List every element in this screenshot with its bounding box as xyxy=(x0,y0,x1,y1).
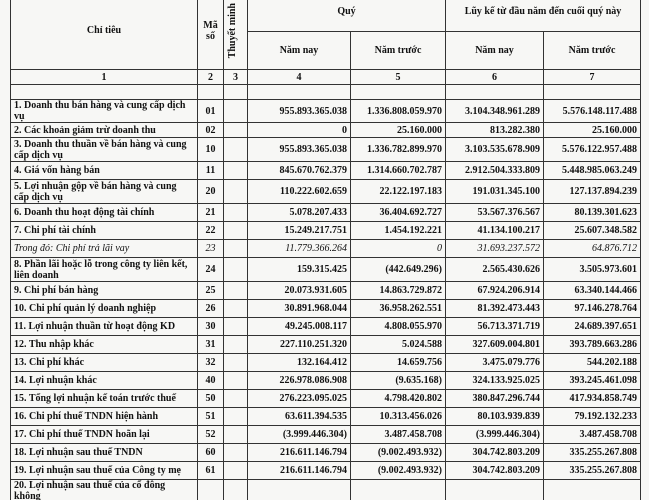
row-note xyxy=(224,372,248,390)
column-index: 3 xyxy=(224,70,248,85)
row-label: Trong đó: Chi phí trả lãi vay xyxy=(11,240,198,258)
row-ytd-last-year: 5.576.148.117.488 xyxy=(544,100,641,123)
row-quarter-this-year: 845.670.762.379 xyxy=(248,162,351,180)
row-quarter-last-year: 22.122.197.183 xyxy=(351,180,446,204)
row-quarter-last-year: 4.798.420.802 xyxy=(351,390,446,408)
table-row xyxy=(11,318,641,336)
table-row xyxy=(11,426,641,444)
row-note xyxy=(224,240,248,258)
row-quarter-last-year: 14.863.729.872 xyxy=(351,282,446,300)
row-ytd-last-year: 24.689.397.651 xyxy=(544,318,641,336)
row-ytd-this-year: 31.693.237.572 xyxy=(446,240,544,258)
header-thuyet-minh-label: Thuyết minh xyxy=(227,2,238,59)
row-quarter-last-year: 25.160.000 xyxy=(351,123,446,138)
row-ytd-this-year: 324.133.925.025 xyxy=(446,372,544,390)
row-label: 7. Chi phí tài chính xyxy=(11,222,198,240)
table-row xyxy=(11,100,641,123)
row-ytd-last-year: 393.789.663.286 xyxy=(544,336,641,354)
row-quarter-last-year: 0 xyxy=(351,240,446,258)
row-ytd-this-year: 53.567.376.567 xyxy=(446,204,544,222)
row-label: 8. Phần lãi hoặc lỗ trong công ty liên kết, liên doanh xyxy=(11,258,198,282)
row-label: 1. Doanh thu bán hàng và cung cấp dịch vụ xyxy=(11,100,198,123)
row-ytd-this-year: (3.999.446.304) xyxy=(446,426,544,444)
row-label: 11. Lợi nhuận thuần từ hoạt động KD xyxy=(11,318,198,336)
row-code: 23 xyxy=(198,240,224,258)
row-note xyxy=(224,162,248,180)
row-ytd-last-year: 5.448.985.063.249 xyxy=(544,162,641,180)
row-ytd-last-year: 127.137.894.239 xyxy=(544,180,641,204)
header-quy-nam-truoc: Năm trước xyxy=(351,32,446,70)
row-label: 17. Chi phí thuế TNDN hoãn lại xyxy=(11,426,198,444)
table-row xyxy=(11,240,641,258)
table-row xyxy=(11,462,641,480)
row-code xyxy=(198,480,224,500)
row-ytd-last-year: 64.876.712 xyxy=(544,240,641,258)
table-row xyxy=(11,282,641,300)
row-code: 50 xyxy=(198,390,224,408)
row-quarter-last-year: 36.404.692.727 xyxy=(351,204,446,222)
column-index: 1 xyxy=(11,70,198,85)
row-note xyxy=(224,336,248,354)
row-quarter-this-year: 20.073.931.605 xyxy=(248,282,351,300)
table-row xyxy=(11,138,641,162)
row-ytd-last-year: 63.340.144.466 xyxy=(544,282,641,300)
row-ytd-this-year: 3.475.079.776 xyxy=(446,354,544,372)
column-index: 7 xyxy=(544,70,641,85)
row-ytd-last-year: 3.505.973.601 xyxy=(544,258,641,282)
table-row xyxy=(11,204,641,222)
row-note xyxy=(224,390,248,408)
row-quarter-last-year: 4.808.055.970 xyxy=(351,318,446,336)
column-index: 6 xyxy=(446,70,544,85)
row-ytd-last-year: 80.139.301.623 xyxy=(544,204,641,222)
row-ytd-this-year: 80.103.939.839 xyxy=(446,408,544,426)
table-row xyxy=(11,444,641,462)
row-note xyxy=(224,222,248,240)
table-row xyxy=(11,222,641,240)
row-code: 11 xyxy=(198,162,224,180)
row-note xyxy=(224,258,248,282)
row-label: 13. Chi phí khác xyxy=(11,354,198,372)
row-note xyxy=(224,138,248,162)
row-note xyxy=(224,354,248,372)
row-quarter-this-year: 955.893.365.038 xyxy=(248,100,351,123)
row-label: 15. Tổng lợi nhuận kế toán trước thuế xyxy=(11,390,198,408)
row-ytd-this-year: 3.104.348.961.289 xyxy=(446,100,544,123)
row-label: 16. Chi phí thuế TNDN hiện hành xyxy=(11,408,198,426)
row-ytd-this-year xyxy=(446,480,544,500)
row-ytd-this-year: 67.924.206.914 xyxy=(446,282,544,300)
row-quarter-this-year: (3.999.446.304) xyxy=(248,426,351,444)
table-row xyxy=(11,390,641,408)
row-quarter-last-year: 10.313.456.026 xyxy=(351,408,446,426)
row-quarter-this-year: 0 xyxy=(248,123,351,138)
row-quarter-this-year: 30.891.968.044 xyxy=(248,300,351,318)
row-code: 60 xyxy=(198,444,224,462)
row-note xyxy=(224,180,248,204)
row-code: 25 xyxy=(198,282,224,300)
row-label: 9. Chi phí bán hàng xyxy=(11,282,198,300)
row-quarter-last-year: (9.002.493.932) xyxy=(351,444,446,462)
header-luy-ke: Lũy kế từ đầu năm đến cuối quý này xyxy=(446,0,641,32)
row-ytd-this-year: 2.565.430.626 xyxy=(446,258,544,282)
row-ytd-last-year: 544.202.188 xyxy=(544,354,641,372)
row-code: 01 xyxy=(198,100,224,123)
row-ytd-this-year: 3.103.535.678.909 xyxy=(446,138,544,162)
row-code: 61 xyxy=(198,462,224,480)
table-row xyxy=(11,300,641,318)
row-note xyxy=(224,462,248,480)
row-ytd-this-year: 191.031.345.100 xyxy=(446,180,544,204)
row-ytd-last-year: 335.255.267.808 xyxy=(544,444,641,462)
row-code: 52 xyxy=(198,426,224,444)
row-quarter-this-year: 63.611.394.535 xyxy=(248,408,351,426)
row-note xyxy=(224,444,248,462)
row-quarter-this-year: 159.315.425 xyxy=(248,258,351,282)
row-ytd-last-year: 393.245.461.098 xyxy=(544,372,641,390)
row-ytd-this-year: 304.742.803.209 xyxy=(446,444,544,462)
row-ytd-this-year: 2.912.504.333.809 xyxy=(446,162,544,180)
row-quarter-this-year: 216.611.146.794 xyxy=(248,444,351,462)
row-ytd-last-year: 25.160.000 xyxy=(544,123,641,138)
row-quarter-this-year xyxy=(248,480,351,500)
row-label: 12. Thu nhập khác xyxy=(11,336,198,354)
row-label: 14. Lợi nhuận khác xyxy=(11,372,198,390)
row-code: 30 xyxy=(198,318,224,336)
row-quarter-this-year: 5.078.207.433 xyxy=(248,204,351,222)
table-row xyxy=(11,336,641,354)
row-ytd-this-year: 304.742.803.209 xyxy=(446,462,544,480)
row-quarter-this-year: 132.164.412 xyxy=(248,354,351,372)
row-quarter-this-year: 110.222.602.659 xyxy=(248,180,351,204)
header-quy-nam-nay: Năm nay xyxy=(248,32,351,70)
row-code: 32 xyxy=(198,354,224,372)
row-label: 20. Lợi nhuận sau thuế của cổ đông không xyxy=(11,480,198,500)
row-code: 31 xyxy=(198,336,224,354)
row-quarter-last-year: (442.649.296) xyxy=(351,258,446,282)
row-code: 26 xyxy=(198,300,224,318)
row-quarter-this-year: 49.245.008.117 xyxy=(248,318,351,336)
row-quarter-last-year: (9.635.168) xyxy=(351,372,446,390)
row-quarter-last-year: (9.002.493.932) xyxy=(351,462,446,480)
row-quarter-last-year: 5.024.588 xyxy=(351,336,446,354)
row-label: 18. Lợi nhuận sau thuế TNDN xyxy=(11,444,198,462)
row-code: 51 xyxy=(198,408,224,426)
column-index: 4 xyxy=(248,70,351,85)
row-label: 10. Chi phí quản lý doanh nghiệp xyxy=(11,300,198,318)
row-code: 22 xyxy=(198,222,224,240)
row-quarter-last-year: 36.958.262.551 xyxy=(351,300,446,318)
row-ytd-last-year: 79.192.132.233 xyxy=(544,408,641,426)
row-ytd-last-year: 97.146.278.764 xyxy=(544,300,641,318)
header-ma-so: Mã số xyxy=(198,0,224,70)
row-quarter-this-year: 11.779.366.264 xyxy=(248,240,351,258)
row-quarter-last-year xyxy=(351,480,446,500)
row-ytd-this-year: 41.134.100.217 xyxy=(446,222,544,240)
row-note xyxy=(224,318,248,336)
row-ytd-this-year: 813.282.380 xyxy=(446,123,544,138)
table-row xyxy=(11,123,641,138)
row-label: 2. Các khoản giảm trừ doanh thu xyxy=(11,123,198,138)
table-row xyxy=(11,180,641,204)
row-note xyxy=(224,426,248,444)
row-quarter-last-year: 1.314.660.702.787 xyxy=(351,162,446,180)
header-thuyet-minh xyxy=(224,0,248,70)
row-quarter-last-year: 3.487.458.708 xyxy=(351,426,446,444)
row-note xyxy=(224,480,248,500)
row-ytd-last-year: 5.576.122.957.488 xyxy=(544,138,641,162)
row-ytd-last-year: 417.934.858.749 xyxy=(544,390,641,408)
row-code: 24 xyxy=(198,258,224,282)
row-note xyxy=(224,408,248,426)
row-ytd-this-year: 327.609.004.801 xyxy=(446,336,544,354)
table-row xyxy=(11,408,641,426)
table-row xyxy=(11,480,641,500)
row-label: 6. Doanh thu hoạt động tài chính xyxy=(11,204,198,222)
row-quarter-last-year: 1.336.782.899.970 xyxy=(351,138,446,162)
row-note xyxy=(224,100,248,123)
row-quarter-last-year: 14.659.756 xyxy=(351,354,446,372)
row-quarter-last-year: 1.336.808.059.970 xyxy=(351,100,446,123)
row-ytd-last-year: 3.487.458.708 xyxy=(544,426,641,444)
row-quarter-this-year: 216.611.146.794 xyxy=(248,462,351,480)
header-luyke-nam-truoc: Năm trước xyxy=(544,32,641,70)
header-chi-tieu: Chỉ tiêu xyxy=(11,0,198,70)
row-note xyxy=(224,204,248,222)
row-ytd-this-year: 81.392.473.443 xyxy=(446,300,544,318)
row-note xyxy=(224,300,248,318)
header-luyke-nam-nay: Năm nay xyxy=(446,32,544,70)
table-row xyxy=(11,258,641,282)
row-code: 40 xyxy=(198,372,224,390)
row-label: 19. Lợi nhuận sau thuế của Công ty mẹ xyxy=(11,462,198,480)
row-quarter-this-year: 15.249.217.751 xyxy=(248,222,351,240)
row-quarter-this-year: 955.893.365.038 xyxy=(248,138,351,162)
row-code: 21 xyxy=(198,204,224,222)
header-quy: Quý xyxy=(248,0,446,32)
row-code: 02 xyxy=(198,123,224,138)
row-code: 10 xyxy=(198,138,224,162)
row-note xyxy=(224,123,248,138)
row-label: 4. Giá vốn hàng bán xyxy=(11,162,198,180)
column-index: 5 xyxy=(351,70,446,85)
row-ytd-this-year: 380.847.296.744 xyxy=(446,390,544,408)
row-note xyxy=(224,282,248,300)
row-quarter-this-year: 227.110.251.320 xyxy=(248,336,351,354)
row-quarter-this-year: 226.978.086.908 xyxy=(248,372,351,390)
table-body xyxy=(11,100,641,500)
row-ytd-this-year: 56.713.371.719 xyxy=(446,318,544,336)
row-ytd-last-year: 335.255.267.808 xyxy=(544,462,641,480)
row-code: 20 xyxy=(198,180,224,204)
row-ytd-last-year xyxy=(544,480,641,500)
row-quarter-this-year: 276.223.095.025 xyxy=(248,390,351,408)
income-statement-table xyxy=(10,0,641,500)
row-ytd-last-year: 25.607.348.582 xyxy=(544,222,641,240)
table-row xyxy=(11,162,641,180)
row-label: 5. Lợi nhuận gộp về bán hàng và cung cấp dịch vụ xyxy=(11,180,198,204)
row-quarter-last-year: 1.454.192.221 xyxy=(351,222,446,240)
table-row xyxy=(11,372,641,390)
table-row xyxy=(11,354,641,372)
column-index: 2 xyxy=(198,70,224,85)
row-label: 3. Doanh thu thuần về bán hàng và cung cấp dịch vụ xyxy=(11,138,198,162)
